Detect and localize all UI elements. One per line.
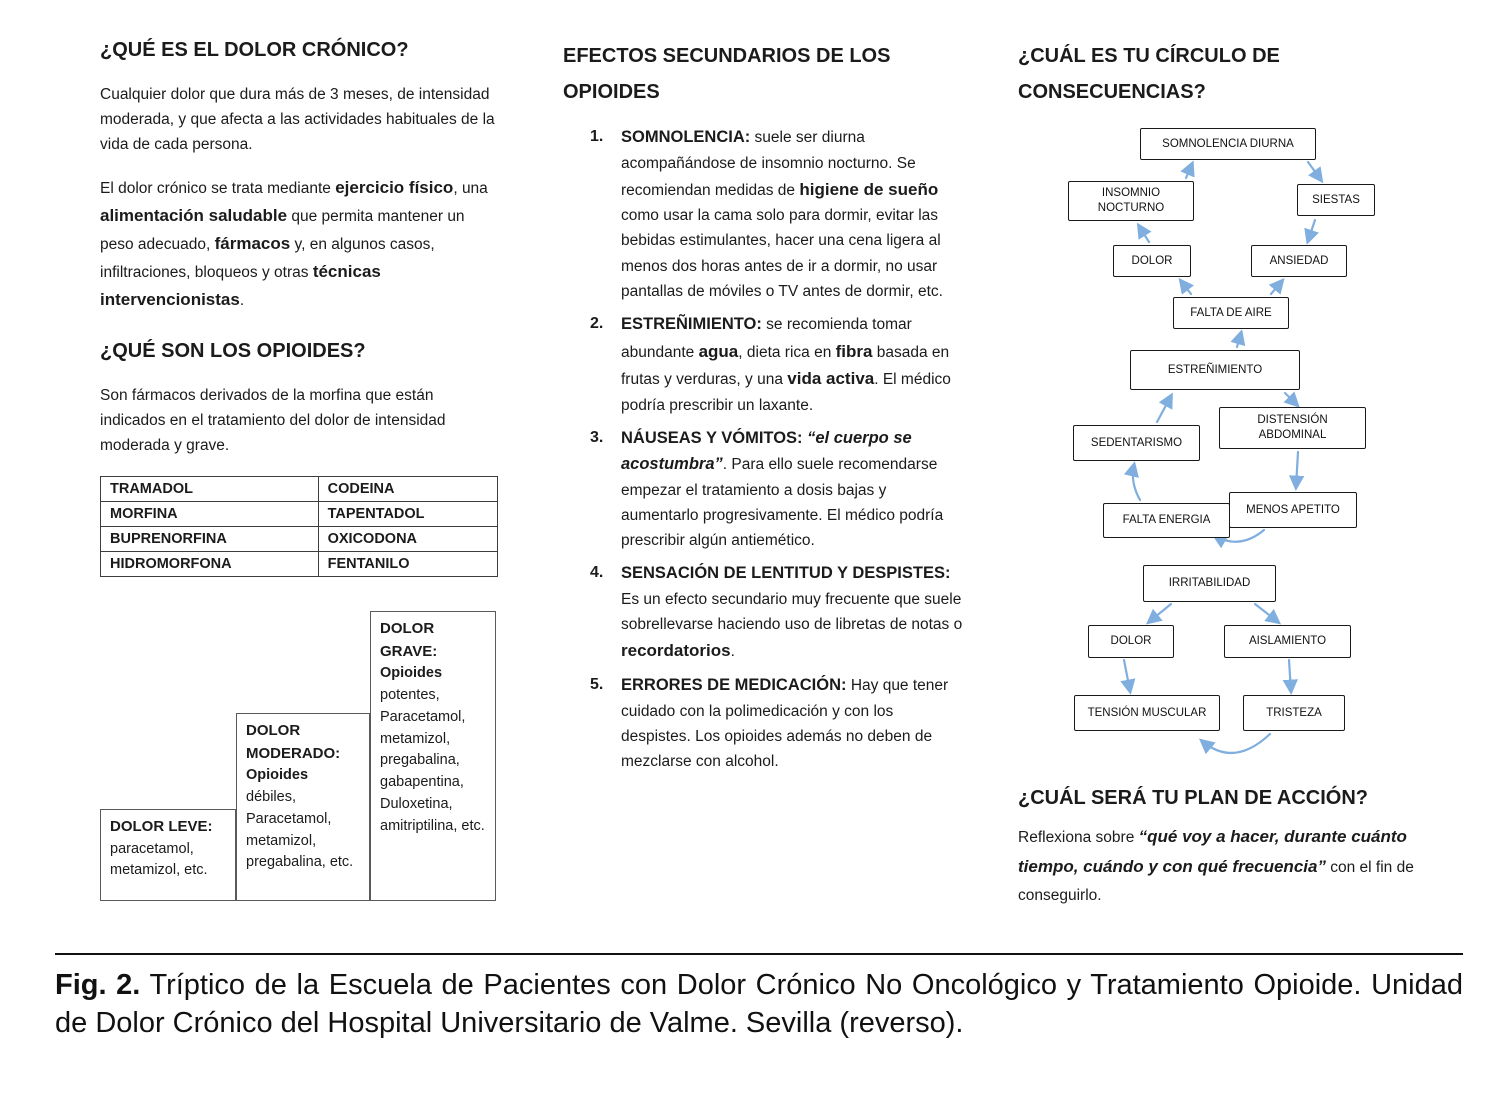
figure-caption	[55, 966, 1463, 1043]
flow-node-dolor-2: DOLOR	[1088, 625, 1174, 658]
figure-caption-text: Tríptico de la Escuela de Pacientes con Dolor Crónico No Oncológico y Tratamiento Opioide. Unidad de Dolor Crónico del Hospital Universitario de Valme. Sevilla (reverso).	[55, 969, 1463, 1040]
table-cell: MORFINA	[101, 501, 319, 526]
opioid-table	[100, 476, 498, 577]
heading-que-son-opioides: ¿QUÉ SON LOS OPIOIDES?	[100, 340, 366, 363]
caption-divider	[55, 953, 1463, 955]
flow-node-ansiedad: ANSIEDAD	[1251, 245, 1347, 277]
item-text: ESTREÑIMIENTO: se recomienda tomar abundante agua, dieta rica en fibra basada en frutas y verduras, y una vida activa. El médico podría prescribir un laxante.	[621, 314, 951, 414]
table-row	[101, 501, 498, 526]
paragraph-plan: Reflexiona sobre “qué voy a hacer, durante cuánto tiempo, cuándo y con qué frecuencia” con el fin de conseguirlo.	[1018, 827, 1414, 904]
heading-circulo-consecuencias: ¿CUÁL ES TU CÍRCULO DE CONSECUENCIAS?	[1018, 45, 1280, 103]
ladder-step-leve: DOLOR LEVE: paracetamol, metamizol, etc.	[100, 809, 236, 901]
paragraph-tratamiento: El dolor crónico se trata mediante ejercicio físico, una alimentación saludable que permita mantener un peso adecuado, fármacos y, en algunos casos, infiltraciones, bloqueos y otras técnicas intervencionistas.	[100, 178, 488, 309]
leaflet-column-1	[100, 38, 498, 901]
item-number: 2.	[590, 314, 604, 332]
flow-node-insomnio-nocturno: INSOMNIO NOCTURNO	[1068, 181, 1194, 221]
table-cell: BUPRENORFINA	[101, 526, 319, 551]
consequences-flowchart	[1018, 116, 1416, 771]
table-cell: HIDROMORFONA	[101, 551, 319, 576]
flow-node-tristeza: TRISTEZA	[1243, 695, 1345, 731]
item-text: NÁUSEAS Y VÓMITOS: “el cuerpo se acostumbra”. Para ello suele recomendarse empezar el tratamiento a dosis bajas y aumentarlo progresivamente. El médico podría prescribir algún antiemético.	[621, 428, 944, 550]
flow-node-sedentarismo: SEDENTARISMO	[1073, 425, 1200, 461]
table-cell: TAPENTADOL	[318, 501, 497, 526]
table-cell: TRAMADOL	[101, 476, 319, 501]
item-number: 1.	[590, 128, 604, 145]
side-effect-item-somnolencia	[563, 124, 963, 304]
side-effect-item-estrenimiento	[563, 311, 963, 418]
flow-node-irritabilidad: IRRITABILIDAD	[1143, 565, 1276, 602]
paragraph-opioides: Son fármacos derivados de la morfina que están indicados en el tratamiento del dolor de intensidad moderada y grave.	[100, 387, 446, 454]
flow-node-tension-muscular: TENSIÓN MUSCULAR	[1074, 695, 1220, 731]
leaflet-column-3	[1018, 38, 1416, 909]
flow-node-siestas: SIESTAS	[1297, 184, 1375, 216]
flow-node-falta-de-aire: FALTA DE AIRE	[1173, 297, 1289, 329]
flow-node-distension-abdominal: DISTENSIÓN ABDOMINAL	[1219, 407, 1366, 449]
item-number: 5.	[590, 675, 604, 693]
item-number: 4.	[590, 564, 604, 582]
table-cell: FENTANILO	[318, 551, 497, 576]
item-number: 3.	[590, 428, 604, 446]
item-text: SENSACIÓN DE LENTITUD Y DESPISTES: Es un efecto secundario muy frecuente que suele sobrellevarse haciendo uso de libretas de notas o recordatorios.	[621, 564, 963, 661]
table-row	[101, 526, 498, 551]
table-cell: CODEINA	[318, 476, 497, 501]
table-row	[101, 476, 498, 501]
side-effect-item-nauseas	[563, 425, 963, 554]
leaflet-column-2	[563, 38, 963, 781]
heading-plan-de-accion: ¿CUÁL SERÁ TU PLAN DE ACCIÓN?	[1018, 787, 1368, 809]
figure-caption-label: Fig. 2.	[55, 969, 141, 1001]
ladder-step-moderado: DOLOR MODERADO: Opioides débiles, Paracetamol, metamizol, pregabalina, etc.	[236, 713, 370, 901]
side-effect-item-errores	[563, 672, 963, 774]
flow-node-somnolencia-diurna: SOMNOLENCIA DIURNA	[1140, 128, 1316, 160]
paragraph-definicion: Cualquier dolor que dura más de 3 meses, de intensidad moderada, y que afecta a las actividades habituales de la vida de cada persona.	[100, 86, 495, 153]
ladder-step-grave: DOLOR GRAVE: Opioides potentes, Paracetamol, metamizol, pregabalina, gabapentina, Duloxetina, amitriptilina, etc.	[370, 611, 496, 901]
analgesic-ladder-diagram	[100, 611, 498, 901]
item-text: SOMNOLENCIA: suele ser diurna acompañándose de insomnio nocturno. Se recomiendan medidas de higiene de sueño como usar la cama solo para dormir, evitar las bebidas estimulantes, hacer una cena ligera al menos dos horas antes de ir a dormir, no usar pantallas de móviles o TV antes de dormir, etc.	[621, 128, 943, 300]
flow-node-menos-apetito: MENOS APETITO	[1229, 492, 1357, 528]
side-effect-item-lentitud	[563, 560, 963, 664]
flow-node-estrenimiento: ESTREÑIMIENTO	[1130, 350, 1300, 390]
table-row	[101, 551, 498, 576]
flow-node-dolor-1: DOLOR	[1113, 245, 1191, 277]
heading-que-es-dolor-cronico: ¿QUÉ ES EL DOLOR CRÓNICO?	[100, 39, 409, 61]
item-text: ERRORES DE MEDICACIÓN: Hay que tener cuidado con la polimedicación y con los despistes. Los opioides además no deben de mezclarse con alcohol.	[621, 675, 949, 770]
flow-node-falta-energia: FALTA ENERGIA	[1103, 503, 1230, 538]
flow-node-aislamiento: AISLAMIENTO	[1224, 625, 1351, 658]
table-cell: OXICODONA	[318, 526, 497, 551]
heading-efectos-secundarios: EFECTOS SECUNDARIOS DE LOS OPIOIDES	[563, 45, 891, 103]
